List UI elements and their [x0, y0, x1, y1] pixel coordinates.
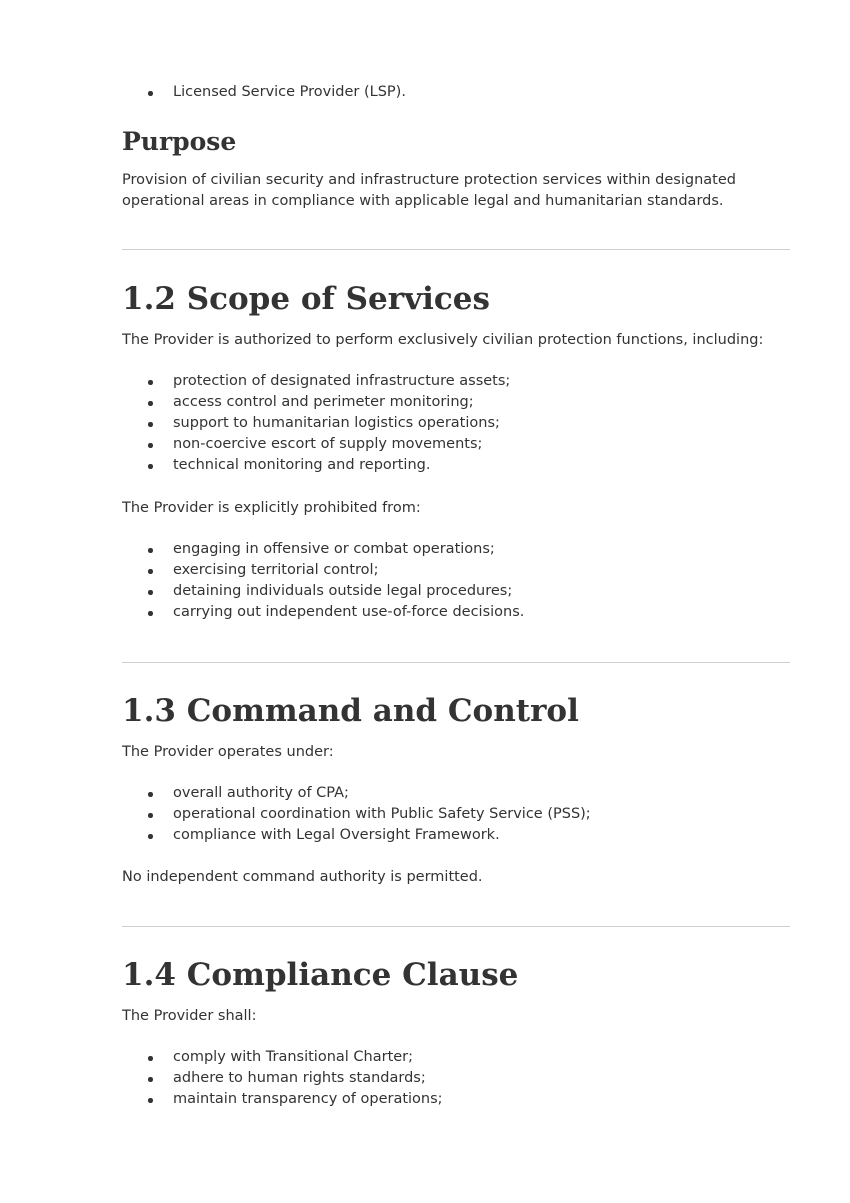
command-list: [122, 783, 790, 846]
command-closing: No independent command authority is permitted.: [122, 869, 483, 885]
scope-prohibited-list: [122, 539, 790, 623]
scope-heading: 1.2 Scope of Services: [122, 281, 490, 317]
purpose-heading: Purpose: [122, 127, 237, 156]
list-item: access control and perimeter monitoring;: [173, 392, 790, 413]
list-item: overall authority of CPA;: [173, 783, 790, 804]
command-heading: 1.3 Command and Control: [122, 693, 579, 729]
list-item: operational coordination with Public Safety Service (PSS);: [173, 804, 790, 825]
list-item: carrying out independent use-of-force decisions.: [173, 602, 790, 623]
list-item: compliance with Legal Oversight Framework.: [173, 825, 790, 846]
compliance-heading: 1.4 Compliance Clause: [122, 957, 519, 993]
list-item: engaging in offensive or combat operations;: [173, 539, 790, 560]
compliance-intro: The Provider shall:: [122, 1008, 257, 1024]
list-item: maintain transparency of operations;: [173, 1089, 790, 1110]
scope-intro: The Provider is authorized to perform exclusively civilian protection functions, including:: [122, 332, 764, 348]
list-item: non-coercive escort of supply movements;: [173, 434, 790, 455]
scope-prohibited-intro: The Provider is explicitly prohibited from:: [122, 500, 421, 516]
list-item: technical monitoring and reporting.: [173, 455, 790, 476]
list-item: detaining individuals outside legal procedures;: [173, 581, 790, 602]
list-item: adhere to human rights standards;: [173, 1068, 790, 1089]
compliance-list: [122, 1047, 790, 1110]
list-item: exercising territorial control;: [173, 560, 790, 581]
list-item: Licensed Service Provider (LSP).: [173, 82, 790, 103]
section-divider: [122, 926, 790, 927]
command-intro: The Provider operates under:: [122, 744, 334, 760]
section-divider: [122, 662, 790, 663]
purpose-text: Provision of civilian security and infrastructure protection services within designated operational areas in compliance with applicable legal and humanitarian standards.: [122, 172, 736, 209]
list-item: protection of designated infrastructure assets;: [173, 371, 790, 392]
list-item: support to humanitarian logistics operations;: [173, 413, 790, 434]
list-item: comply with Transitional Charter;: [173, 1047, 790, 1068]
section-divider: [122, 249, 790, 250]
top-list: [122, 82, 790, 103]
scope-functions-list: [122, 371, 790, 476]
